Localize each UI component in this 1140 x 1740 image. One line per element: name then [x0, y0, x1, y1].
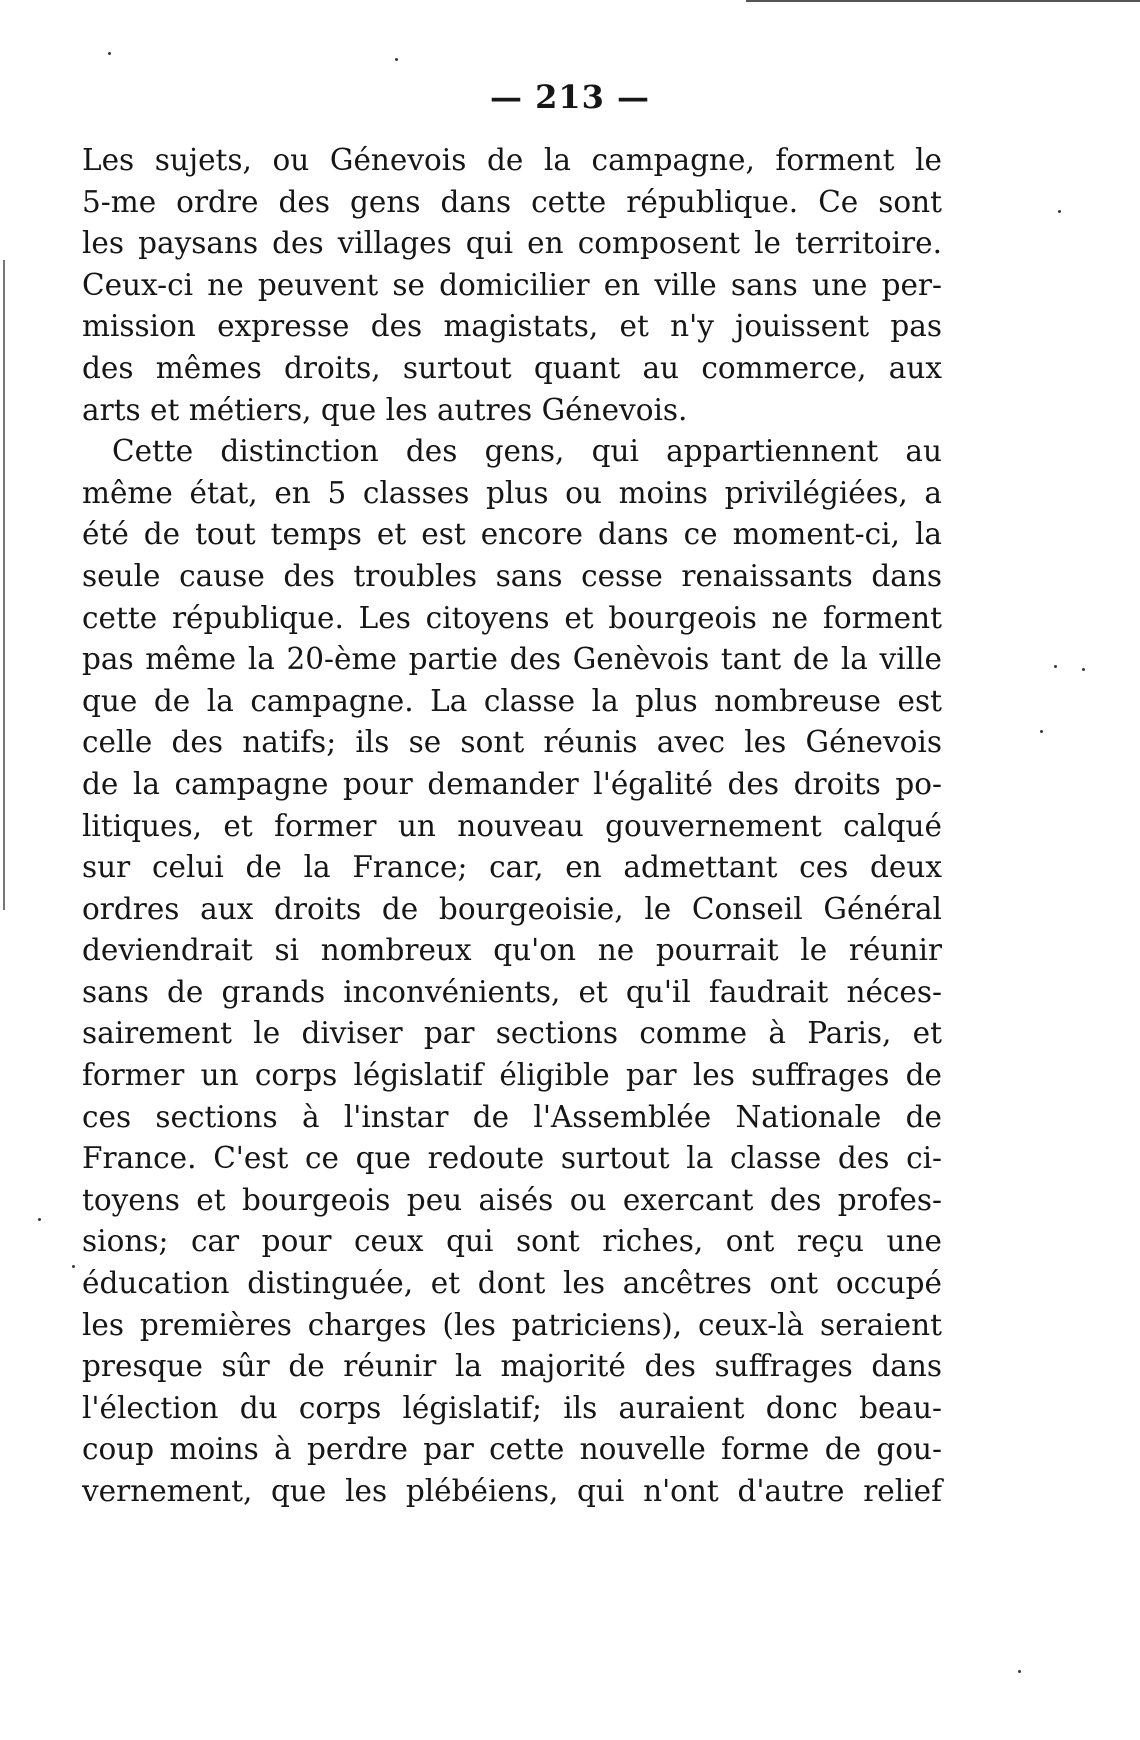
text-line: vernement, que les plébéiens, qui n'ont d'autre relief	[82, 1474, 942, 1508]
text-line: mission expresse des magistats, et n'y jouissent pas	[82, 309, 942, 344]
text-line: celle des natifs; ils se sont réunis avec les Génevois	[82, 725, 942, 760]
text-line: former un corps législatif éligible par les suffrages de	[82, 1058, 942, 1093]
text-line: sairement le diviser par sections comme à Paris, et	[82, 1016, 942, 1051]
text-line: l'élection du corps législatif; ils auraient donc beau-	[82, 1390, 942, 1425]
scan-speck	[1082, 668, 1085, 671]
text-line: litiques, et former un nouveau gouvernement calqué	[82, 808, 942, 843]
text-line: Les sujets, ou Génevois de la campagne, forment le	[82, 143, 942, 177]
text-line: même état, en 5 classes plus ou moins privilégiées, a	[82, 475, 942, 510]
text-line: sions; car pour ceux qui sont riches, ont reçu une	[82, 1224, 942, 1259]
scan-speck	[38, 1218, 41, 1221]
text-line: cette république. Les citoyens et bourgeois ne forment	[82, 600, 942, 635]
text-line: que de la campagne. La classe la plus nombreuse est	[82, 683, 942, 718]
text-line: 5-me ordre des gens dans cette république. Ce sont	[82, 184, 942, 219]
text-line: sans de grands inconvénients, et qu'il faudrait néces-	[82, 974, 942, 1009]
text-line: arts et métiers, que les autres Génevois.	[82, 392, 688, 427]
text-line: presque sûr de réunir la majorité des suffrages dans	[82, 1349, 942, 1384]
text-line: les paysans des villages qui en composent le territoire.	[82, 226, 942, 261]
text-line: éducation distinguée, et dont les ancêtres ont occupé	[82, 1266, 942, 1301]
text-line: Ceux-ci ne peuvent se domicilier en ville sans une per-	[82, 267, 942, 302]
body-text	[82, 140, 942, 1513]
scan-speck	[395, 58, 398, 61]
text-line: les premières charges (les patriciens), ceux-là seraient	[82, 1307, 942, 1342]
text-line: des mêmes droits, surtout quant au commerce, aux	[82, 350, 942, 385]
text-line: de la campagne pour demander l'égalité des droits po-	[82, 766, 942, 801]
text-line: pas même la 20-ème partie des Genèvois tant de la ville	[82, 642, 942, 677]
text-line: Cette distinction des gens, qui appartiennent au	[112, 434, 942, 469]
scan-edge-line	[746, 0, 1140, 2]
scan-speck	[1054, 665, 1057, 668]
text-line: deviendrait si nombreux qu'on ne pourrait le réunir	[82, 933, 942, 968]
text-line: coup moins à perdre par cette nouvelle forme de gou-	[82, 1432, 942, 1467]
text-line: ces sections à l'instar de l'Assemblée Nationale de	[82, 1099, 942, 1134]
text-line: seule cause des troubles sans cesse renaissants dans	[82, 558, 942, 593]
text-line: toyens et bourgeois peu aisés ou exercant des profes-	[82, 1182, 942, 1217]
scan-speck	[1058, 210, 1061, 213]
text-line: été de tout temps et est encore dans ce moment-ci, la	[82, 517, 942, 552]
text-line: ordres aux droits de bourgeoisie, le Conseil Général	[82, 891, 942, 926]
text-line: sur celui de la France; car, en admettant ces deux	[82, 850, 942, 885]
scan-speck	[72, 1265, 75, 1268]
scan-speck	[108, 52, 111, 55]
scan-margin-line	[3, 260, 5, 910]
page-number: — 213 —	[489, 78, 651, 116]
text-line: France. C'est ce que redoute surtout la classe des ci-	[82, 1141, 942, 1176]
scan-speck	[1018, 1670, 1021, 1673]
scan-speck	[1040, 730, 1043, 733]
